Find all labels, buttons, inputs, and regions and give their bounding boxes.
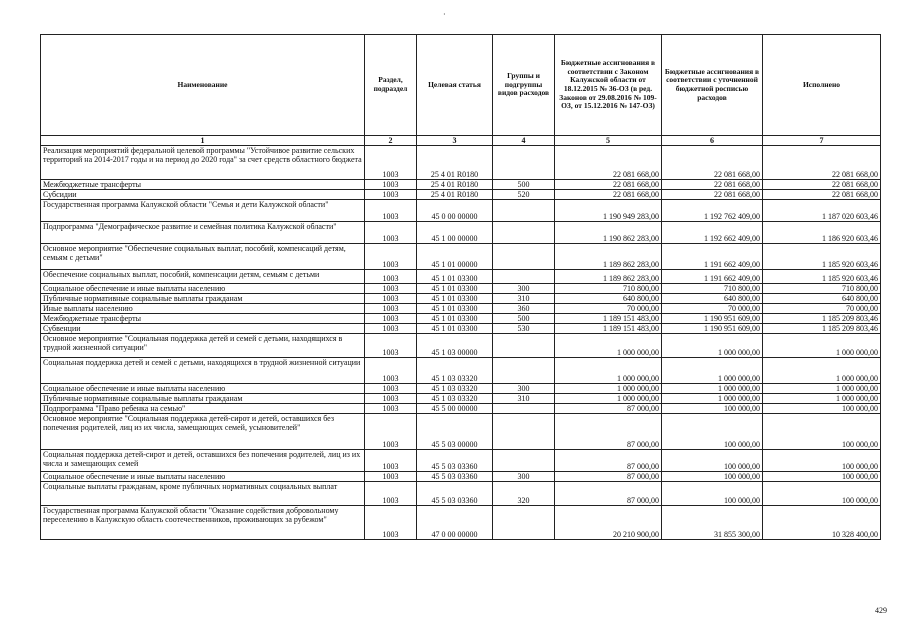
table-row: [41, 324, 881, 334]
cell-target: 45 5 03 03360: [417, 482, 493, 506]
cell-group: 320: [493, 482, 555, 506]
cell-executed-amount: 70 000,00: [763, 304, 881, 314]
cell-law-amount: 22 081 668,00: [555, 146, 662, 180]
table-row: [41, 270, 881, 284]
cell-law-amount: 87 000,00: [555, 450, 662, 472]
cell-section: 1003: [365, 404, 417, 414]
budget-table: [40, 34, 881, 540]
column-index: 5: [555, 136, 662, 146]
cell-group: 300: [493, 472, 555, 482]
cell-name: Иные выплаты населению: [41, 304, 365, 314]
cell-section: 1003: [365, 244, 417, 270]
cell-name: Подпрограмма "Право ребенка на семью": [41, 404, 365, 414]
column-index: 2: [365, 136, 417, 146]
cell-name: Публичные нормативные социальные выплаты гражданам: [41, 394, 365, 404]
table-row: [41, 394, 881, 404]
cell-executed-amount: 1 185 920 603,46: [763, 270, 881, 284]
cell-refined-amount: 31 855 300,00: [662, 506, 763, 540]
cell-section: 1003: [365, 294, 417, 304]
cell-name: Обеспечение социальных выплат, пособий, компенсации детям, семьям с детьми: [41, 270, 365, 284]
table-row: [41, 472, 881, 482]
table-row: [41, 180, 881, 190]
page-number: 429: [875, 606, 887, 615]
cell-name: Социальное обеспечение и иные выплаты населению: [41, 472, 365, 482]
cell-law-amount: 1 000 000,00: [555, 358, 662, 384]
cell-group: 300: [493, 284, 555, 294]
cell-law-amount: 1 190 862 283,00: [555, 222, 662, 244]
cell-group: [493, 200, 555, 222]
cell-law-amount: 87 000,00: [555, 404, 662, 414]
cell-name: Основное мероприятие "Социальная поддержка детей и семей с детьми, находящихся в трудной жизненной ситуации": [41, 334, 365, 358]
table-body: [41, 146, 881, 540]
cell-refined-amount: 1 190 951 609,00: [662, 314, 763, 324]
cell-target: 45 1 03 03320: [417, 394, 493, 404]
cell-section: 1003: [365, 394, 417, 404]
cell-target: 45 0 00 00000: [417, 200, 493, 222]
cell-executed-amount: 100 000,00: [763, 404, 881, 414]
table-row: [41, 304, 881, 314]
cell-section: 1003: [365, 270, 417, 284]
column-index: 1: [41, 136, 365, 146]
cell-refined-amount: 710 800,00: [662, 284, 763, 294]
header-section: Раздел, подраздел: [365, 35, 417, 136]
cell-section: 1003: [365, 180, 417, 190]
cell-section: 1003: [365, 506, 417, 540]
cell-refined-amount: 70 000,00: [662, 304, 763, 314]
table-row: [41, 482, 881, 506]
cell-law-amount: 87 000,00: [555, 472, 662, 482]
cell-section: 1003: [365, 190, 417, 200]
cell-executed-amount: 1 000 000,00: [763, 384, 881, 394]
cell-name: Государственная программа Калужской области "Семья и дети Калужской области": [41, 200, 365, 222]
cell-section: 1003: [365, 222, 417, 244]
cell-name: Реализация мероприятий федеральной целевой программы "Устойчивое развитие сельских территорий на 2014-2017 годы и на период до 2020 года" за счет средств областного бюджета: [41, 146, 365, 180]
table-row: [41, 404, 881, 414]
cell-target: 45 1 03 00000: [417, 334, 493, 358]
cell-name: Подпрограмма "Демографическое развитие и семейная политика Калужской области": [41, 222, 365, 244]
cell-law-amount: 87 000,00: [555, 482, 662, 506]
table-row: [41, 284, 881, 294]
cell-executed-amount: 1 000 000,00: [763, 358, 881, 384]
cell-name: Межбюджетные трансферты: [41, 180, 365, 190]
cell-group: 530: [493, 324, 555, 334]
cell-group: [493, 146, 555, 180]
cell-executed-amount: 10 328 400,00: [763, 506, 881, 540]
table-row: [41, 190, 881, 200]
cell-target: 45 5 00 00000: [417, 404, 493, 414]
cell-refined-amount: 100 000,00: [662, 414, 763, 450]
table-row: [41, 506, 881, 540]
cell-group: 310: [493, 294, 555, 304]
header-row: [41, 35, 881, 136]
cell-law-amount: 22 081 668,00: [555, 190, 662, 200]
cell-law-amount: 87 000,00: [555, 414, 662, 450]
cell-group: [493, 450, 555, 472]
cell-target: 25 4 01 R0180: [417, 146, 493, 180]
column-index: 3: [417, 136, 493, 146]
cell-executed-amount: 640 800,00: [763, 294, 881, 304]
cell-refined-amount: 1 000 000,00: [662, 384, 763, 394]
cell-law-amount: 1 000 000,00: [555, 394, 662, 404]
cell-executed-amount: 100 000,00: [763, 450, 881, 472]
cell-target: 45 1 01 00000: [417, 244, 493, 270]
cell-executed-amount: 1 187 020 603,46: [763, 200, 881, 222]
cell-refined-amount: 1 191 662 409,00: [662, 244, 763, 270]
cell-target: 45 1 01 03300: [417, 270, 493, 284]
cell-law-amount: 22 081 668,00: [555, 180, 662, 190]
cell-group: 300: [493, 384, 555, 394]
cell-name: Межбюджетные трансферты: [41, 314, 365, 324]
cell-target: 25 4 01 R0180: [417, 180, 493, 190]
table-row: [41, 384, 881, 394]
cell-target: 45 5 03 03360: [417, 450, 493, 472]
cell-executed-amount: 22 081 668,00: [763, 180, 881, 190]
cell-refined-amount: 1 000 000,00: [662, 358, 763, 384]
table-row: [41, 414, 881, 450]
cell-group: 500: [493, 314, 555, 324]
cell-group: 310: [493, 394, 555, 404]
column-index-row: [41, 136, 881, 146]
table-row: [41, 450, 881, 472]
header-groups: Группы и подгруппы видов расходов: [493, 35, 555, 136]
column-index: 7: [763, 136, 881, 146]
cell-name: Социальное обеспечение и иные выплаты населению: [41, 284, 365, 294]
cell-executed-amount: 1 185 209 803,46: [763, 324, 881, 334]
cell-name: Основное мероприятие "Социальная поддержка детей-сирот и детей, оставшихся без попечения родителей, лиц из их числа, замещающих семей, усыновителей": [41, 414, 365, 450]
cell-law-amount: 1 000 000,00: [555, 384, 662, 394]
cell-refined-amount: 100 000,00: [662, 450, 763, 472]
cell-executed-amount: 100 000,00: [763, 414, 881, 450]
cell-executed-amount: 1 185 920 603,46: [763, 244, 881, 270]
cell-name: Социальные выплаты гражданам, кроме публичных нормативных социальных выплат: [41, 482, 365, 506]
table-row: [41, 294, 881, 304]
cell-target: 45 1 03 03320: [417, 384, 493, 394]
cell-target: 45 5 03 00000: [417, 414, 493, 450]
column-index: 6: [662, 136, 763, 146]
cell-law-amount: 1 189 862 283,00: [555, 270, 662, 284]
cell-refined-amount: 1 190 951 609,00: [662, 324, 763, 334]
cell-target: 45 1 01 03300: [417, 314, 493, 324]
table-row: [41, 358, 881, 384]
cell-refined-amount: 22 081 668,00: [662, 190, 763, 200]
cell-refined-amount: 100 000,00: [662, 482, 763, 506]
cell-section: 1003: [365, 304, 417, 314]
cell-executed-amount: 1 000 000,00: [763, 394, 881, 404]
cell-refined-amount: 22 081 668,00: [662, 180, 763, 190]
cell-target: 45 1 01 03300: [417, 304, 493, 314]
header-target: Целевая статья: [417, 35, 493, 136]
cell-section: 1003: [365, 200, 417, 222]
cell-executed-amount: 100 000,00: [763, 482, 881, 506]
column-index: 4: [493, 136, 555, 146]
cell-executed-amount: 1 000 000,00: [763, 334, 881, 358]
cell-executed-amount: 1 186 920 603,46: [763, 222, 881, 244]
cell-refined-amount: 100 000,00: [662, 472, 763, 482]
cell-refined-amount: 1 192 762 409,00: [662, 200, 763, 222]
cell-refined-amount: 1 000 000,00: [662, 334, 763, 358]
cell-executed-amount: 100 000,00: [763, 472, 881, 482]
cell-executed-amount: 22 081 668,00: [763, 146, 881, 180]
cell-law-amount: 1 000 000,00: [555, 334, 662, 358]
cell-name: Государственная программа Калужской области "Оказание содействия добровольному переселению в Калужскую область соотечественников, проживающих за рубежом": [41, 506, 365, 540]
cell-executed-amount: 1 185 209 803,46: [763, 314, 881, 324]
cell-group: [493, 404, 555, 414]
cell-section: 1003: [365, 450, 417, 472]
cell-section: 1003: [365, 324, 417, 334]
cell-target: 25 4 01 R0180: [417, 190, 493, 200]
cell-target: 45 1 01 03300: [417, 284, 493, 294]
cell-law-amount: 1 189 151 483,00: [555, 314, 662, 324]
cell-target: 45 1 01 03300: [417, 324, 493, 334]
cell-section: 1003: [365, 472, 417, 482]
table-row: [41, 314, 881, 324]
table-row: [41, 244, 881, 270]
cell-name: Субсидии: [41, 190, 365, 200]
cell-target: 45 5 03 03360: [417, 472, 493, 482]
table-row: [41, 334, 881, 358]
cell-section: 1003: [365, 482, 417, 506]
cell-section: 1003: [365, 284, 417, 294]
cell-name: Публичные нормативные социальные выплаты гражданам: [41, 294, 365, 304]
cell-name: Социальная поддержка детей-сирот и детей, оставшихся без попечения родителей, лиц из их числа и замещающих семей: [41, 450, 365, 472]
cell-group: [493, 334, 555, 358]
cell-group: [493, 414, 555, 450]
cell-target: 45 1 00 00000: [417, 222, 493, 244]
cell-name: Субвенции: [41, 324, 365, 334]
cell-section: 1003: [365, 384, 417, 394]
top-mark: ·: [443, 10, 446, 19]
cell-name: Социальная поддержка детей и семей с детьми, находящихся в трудной жизненной ситуации: [41, 358, 365, 384]
table-row: [41, 146, 881, 180]
cell-law-amount: 20 210 900,00: [555, 506, 662, 540]
cell-law-amount: 710 800,00: [555, 284, 662, 294]
cell-group: [493, 506, 555, 540]
cell-law-amount: 640 800,00: [555, 294, 662, 304]
cell-group: [493, 270, 555, 284]
cell-section: 1003: [365, 358, 417, 384]
cell-executed-amount: 22 081 668,00: [763, 190, 881, 200]
cell-section: 1003: [365, 334, 417, 358]
cell-refined-amount: 22 081 668,00: [662, 146, 763, 180]
cell-refined-amount: 1 000 000,00: [662, 394, 763, 404]
cell-law-amount: 70 000,00: [555, 304, 662, 314]
cell-group: [493, 358, 555, 384]
cell-law-amount: 1 189 151 483,00: [555, 324, 662, 334]
cell-law-amount: 1 189 862 283,00: [555, 244, 662, 270]
cell-refined-amount: 1 191 662 409,00: [662, 270, 763, 284]
cell-section: 1003: [365, 146, 417, 180]
cell-target: 45 1 03 03320: [417, 358, 493, 384]
cell-group: 520: [493, 190, 555, 200]
cell-section: 1003: [365, 414, 417, 450]
cell-name: Основное мероприятие "Обеспечение социальных выплат, пособий, компенсаций детям, семьям с детьми": [41, 244, 365, 270]
table-row: [41, 200, 881, 222]
cell-group: [493, 222, 555, 244]
cell-group: 500: [493, 180, 555, 190]
cell-refined-amount: 1 192 662 409,00: [662, 222, 763, 244]
header-refined-allocations: Бюджетные ассигнования в соответствии с уточненной бюджетной росписью расходов: [662, 35, 763, 136]
header-executed: Исполнено: [763, 35, 881, 136]
cell-group: [493, 244, 555, 270]
header-name: Наименование: [41, 35, 365, 136]
cell-name: Социальное обеспечение и иные выплаты населению: [41, 384, 365, 394]
cell-law-amount: 1 190 949 283,00: [555, 200, 662, 222]
cell-target: 45 1 01 03300: [417, 294, 493, 304]
cell-refined-amount: 640 800,00: [662, 294, 763, 304]
cell-section: 1003: [365, 314, 417, 324]
table-row: [41, 222, 881, 244]
header-law-allocations: Бюджетные ассигнования в соответствии с Законом Калужской области от 18.12.2015 № 36-ОЗ (в ред. Законов от 29.08.2016 № 109-ОЗ, от 15.12.2016 № 147-ОЗ): [555, 35, 662, 136]
cell-group: 360: [493, 304, 555, 314]
cell-refined-amount: 100 000,00: [662, 404, 763, 414]
cell-executed-amount: 710 800,00: [763, 284, 881, 294]
cell-target: 47 0 00 00000: [417, 506, 493, 540]
